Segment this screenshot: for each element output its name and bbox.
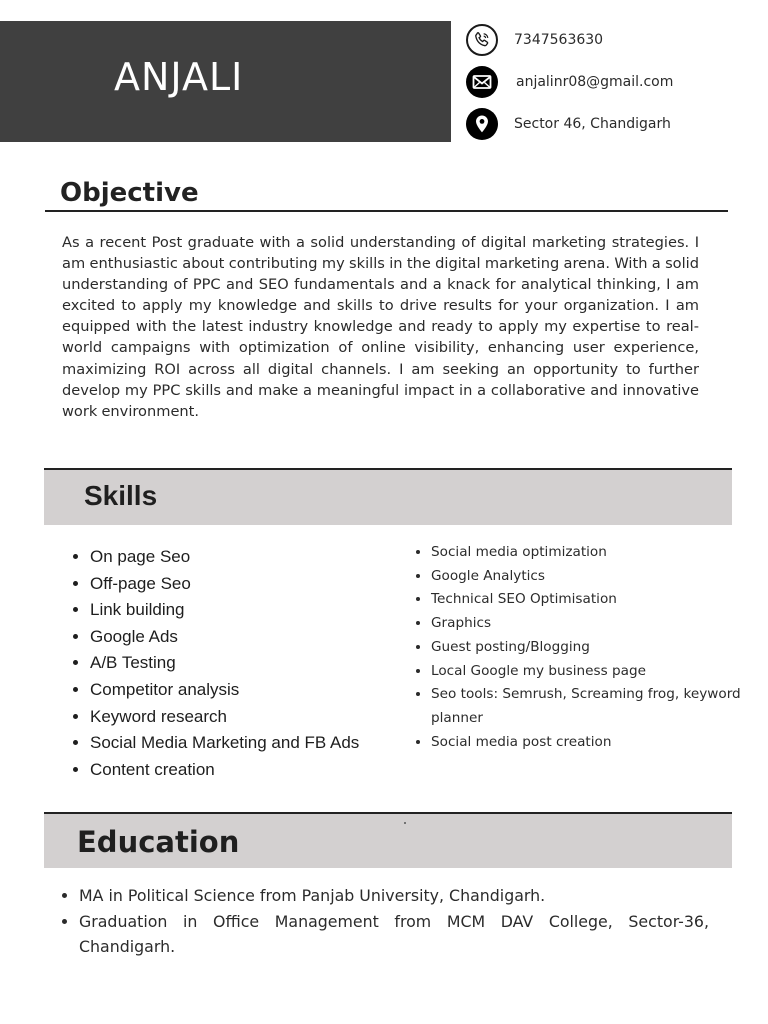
list-item: • Off-page Seo — [90, 571, 359, 598]
skills-list-right — [415, 541, 741, 754]
list-item: • Link building — [90, 597, 359, 624]
phone-icon — [466, 24, 498, 56]
skills-list-left — [72, 544, 359, 783]
name-banner — [0, 21, 451, 142]
list-item: • Social media post creation — [431, 731, 741, 755]
decorative-dot — [404, 822, 406, 824]
list-item: • Google Ads — [90, 624, 359, 651]
education-section-header — [44, 812, 732, 868]
objective-divider — [45, 210, 728, 212]
location-pin-icon — [466, 108, 498, 140]
list-item: • A/B Testing — [90, 650, 359, 677]
list-item: • Technical SEO Optimisation — [431, 588, 741, 612]
list-item: • Content creation — [90, 757, 359, 784]
location-text: Sector 46, Chandigarh — [514, 116, 671, 132]
list-item: • Google Analytics — [431, 565, 741, 589]
list-item: • Social Media Marketing and FB Ads — [90, 730, 359, 757]
list-item: • Social media optimization — [431, 541, 741, 565]
contact-email — [466, 66, 673, 98]
contact-phone — [466, 24, 603, 56]
phone-number: 7347563630 — [514, 32, 604, 48]
skills-heading: Skills — [84, 480, 158, 511]
skills-section-header — [44, 468, 732, 525]
list-item: • Local Google my business page — [431, 660, 741, 684]
objective-paragraph: As a recent Post graduate with a solid understanding of digital marketing strategies. I am enthusiastic about contributing my skills in the digital marketing arena. With a solid understanding of PPC and SEO fundamentals and a knack for analytical thinking, I am excited to apply my knowledge and skills to drive results for your organization. I am equipped with the latest industry knowledge and ready to apply my expertise to real-world campaigns with optimization of online visibility, enhancing user experience, maximizing ROI across all digital channels. I am seeking an opportunity to further develop my PPC skills and make a meaningful impact in a collaborative and innovative work environment. — [62, 234, 699, 420]
education-heading: Education — [77, 825, 240, 859]
objective-heading: Objective — [60, 178, 199, 208]
list-item: • Guest posting/Blogging — [431, 636, 741, 660]
list-item: • On page Seo — [90, 544, 359, 571]
education-list — [62, 883, 709, 960]
email-address: anjalinr08@gmail.com — [516, 74, 674, 90]
candidate-name: ANJALI — [114, 55, 244, 99]
email-icon — [466, 66, 498, 98]
list-item: • Graduation in Office Management from MCM DAV College, Sector-36, Chandigarh. — [79, 909, 709, 960]
list-item: • Seo tools: Semrush, Screaming frog, keyword planner — [431, 683, 741, 730]
list-item: • MA in Political Science from Panjab University, Chandigarh. — [79, 883, 709, 909]
list-item: • Competitor analysis — [90, 677, 359, 704]
contact-location — [466, 108, 671, 140]
list-item: • Graphics — [431, 612, 741, 636]
list-item: • Keyword research — [90, 704, 359, 731]
